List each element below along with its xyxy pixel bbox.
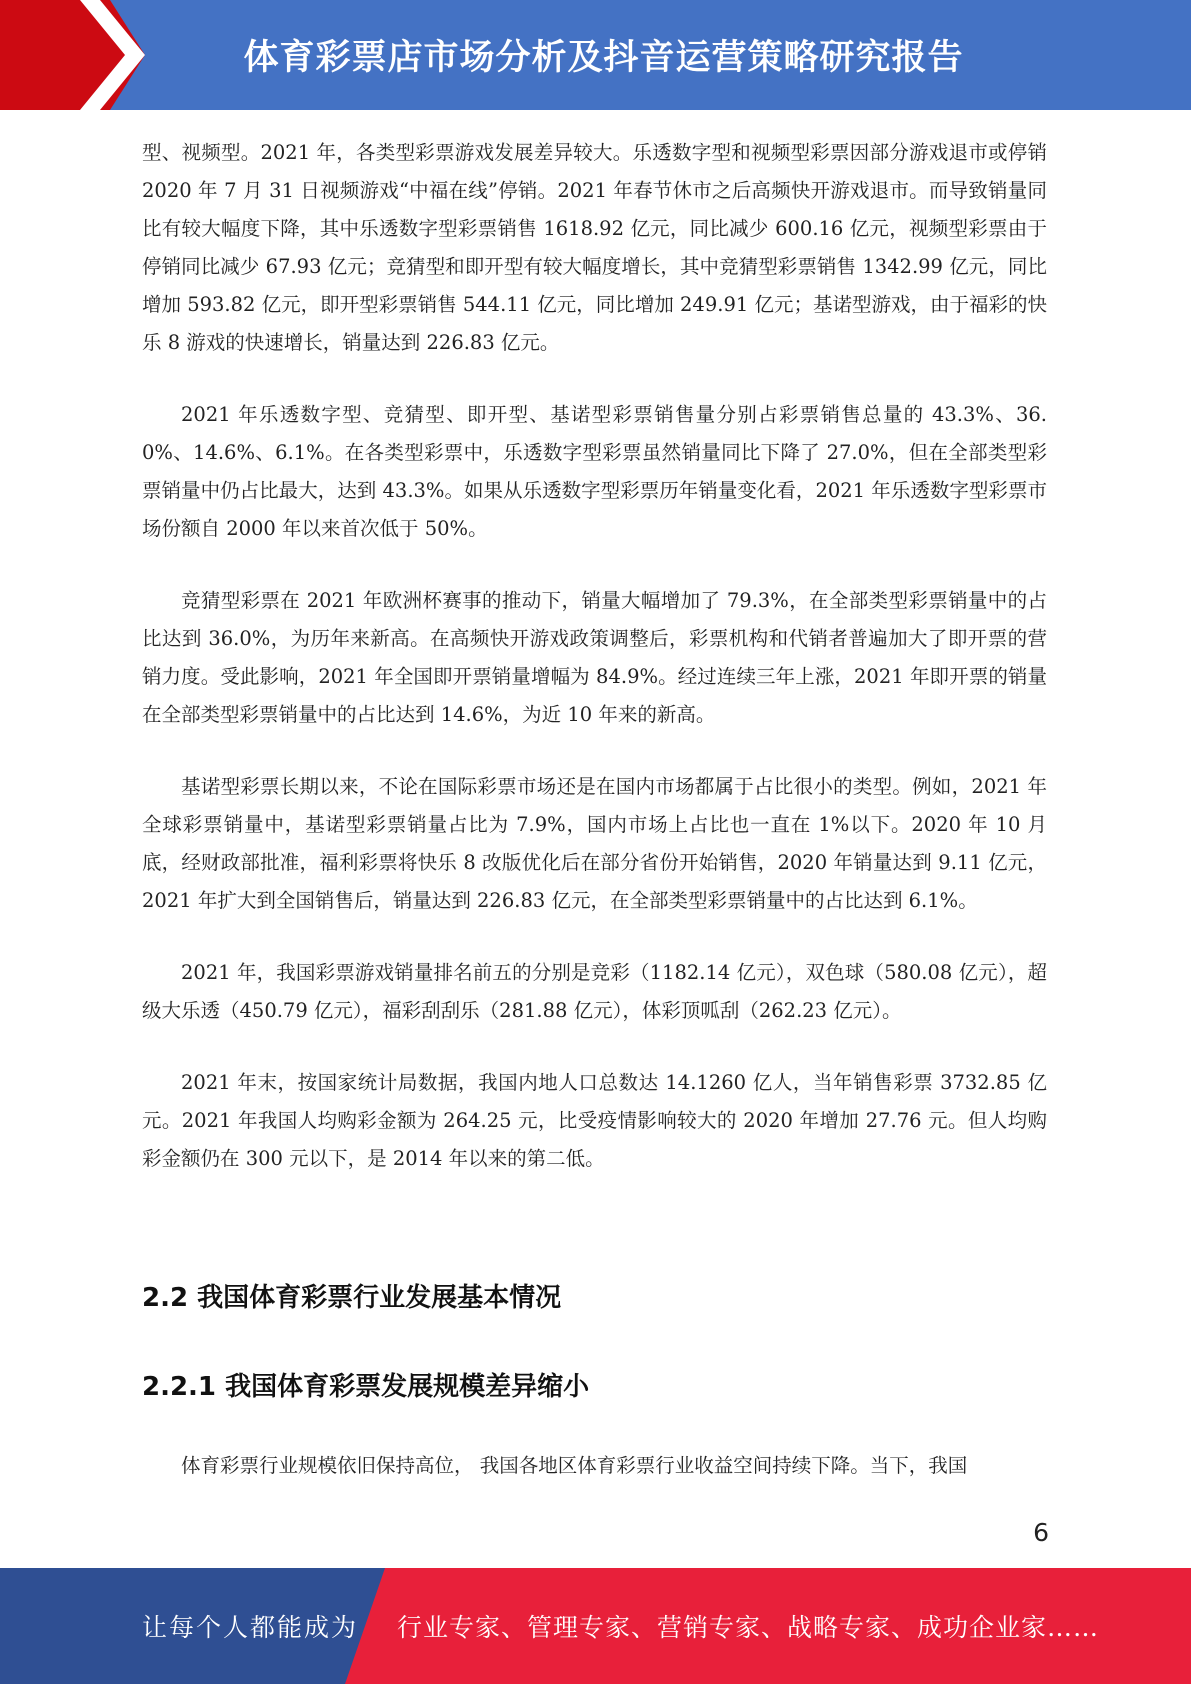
paragraph-5: 2021 年，我国彩票游戏销量排名前五的分别是竞彩（1182.14 亿元），双色球（580.08 亿元），超级大乐透（450.79 亿元），福彩刮刮乐（281.88 亿元），体彩顶呱刮（262.23 亿元）。 xyxy=(142,961,1047,1022)
subsection-heading: 2.2.1 我国体育彩票发展规模差异缩小 xyxy=(142,1372,590,1402)
paragraph-7: 体育彩票行业规模依旧保持高位， 我国各地区体育彩票行业收益空间持续下降。当下，我国 xyxy=(181,1454,968,1477)
paragraph-2: 2021 年乐透数字型、竞猜型、即开型、基诺型彩票销售量分别占彩票销售总量的 43.3%、36.0%、14.6%、6.1%。在各类型彩票中，乐透数字型彩票虽然销量同比下降了 27.0%，但在全部类型彩票销量中仍占比最大，达到 43.3%。如果从乐透数字型彩票历年销量变化看，2021 年乐透数字型彩票市场份额自 2000 年以来首次低于 50%。 xyxy=(142,403,1047,540)
paragraph-1: 型、视频型。2021 年，各类型彩票游戏发展差异较大。乐透数字型和视频型彩票因部分游戏退市或停销 2020 年 7 月 31 日视频游戏“中福在线”停销。2021 年春节休市之后高频快开游戏退市。而导致销量同比有较大幅度下降，其中乐透数字型彩票销售 1618.92 亿元，同比减少 600.16 亿元，视频型彩票由于停销同比减少 67.93 亿元；竞猜型和即开型有较大幅度增长，其中竞猜型彩票销售 1342.99 亿元，同比增加 593.82 亿元，即开型彩票销售 544.11 亿元，同比增加 249.91 亿元；基诺型游戏，由于福彩的快乐 8 游戏的快速增长，销量达到 226.83 亿元。 xyxy=(142,141,1047,354)
page-header xyxy=(0,0,1191,110)
paragraph-6: 2021 年末，按国家统计局数据，我国内地人口总数达 14.1260 亿人，当年销售彩票 3732.85 亿元。2021 年我国人均购彩金额为 264.25 元，比受疫情影响较大的 2020 年增加 27.76 元。但人均购彩金额仍在 300 元以下，是 2014 年以来的第二低。 xyxy=(142,1071,1047,1170)
page-number: 6 xyxy=(1033,1518,1049,1547)
section-heading: 2.2 我国体育彩票行业发展基本情况 xyxy=(142,1283,562,1313)
footer-slogan-right: 行业专家、管理专家、营销专家、战略专家、成功企业家…… xyxy=(397,1613,1100,1642)
paragraph-3: 竞猜型彩票在 2021 年欧洲杯赛事的推动下，销量大幅增加了 79.3%，在全部类型彩票销量中的占比达到 36.0%，为历年来新高。在高频快开游戏政策调整后，彩票机构和代销者普遍加大了即开票的营销力度。受此影响，2021 年全国即开票销量增幅为 84.9%。经过连续三年上涨，2021 年即开票的销量在全部类型彩票销量中的占比达到 14.6%，为近 10 年来的新高。 xyxy=(142,589,1047,726)
report-title: 体育彩票店市场分析及抖音运营策略研究报告 xyxy=(243,38,964,78)
footer-slogan-left: 让每个人都能成为 xyxy=(142,1613,359,1642)
paragraph-4: 基诺型彩票长期以来，不论在国际彩票市场还是在国内市场都属于占比很小的类型。例如，2021 年全球彩票销量中，基诺型彩票销量占比为 7.9%，国内市场上占比也一直在 1%以下。2020 年 10 月底，经财政部批准，福利彩票将快乐 8 改版优化后在部分省份开始销售，2020 年销量达到 9.11 亿元，2021 年扩大到全国销售后，销量达到 226.83 亿元，在全部类型彩票销量中的占比达到 6.1%。 xyxy=(142,775,1047,912)
page-footer xyxy=(0,1568,1191,1684)
body-text xyxy=(142,134,1047,1212)
